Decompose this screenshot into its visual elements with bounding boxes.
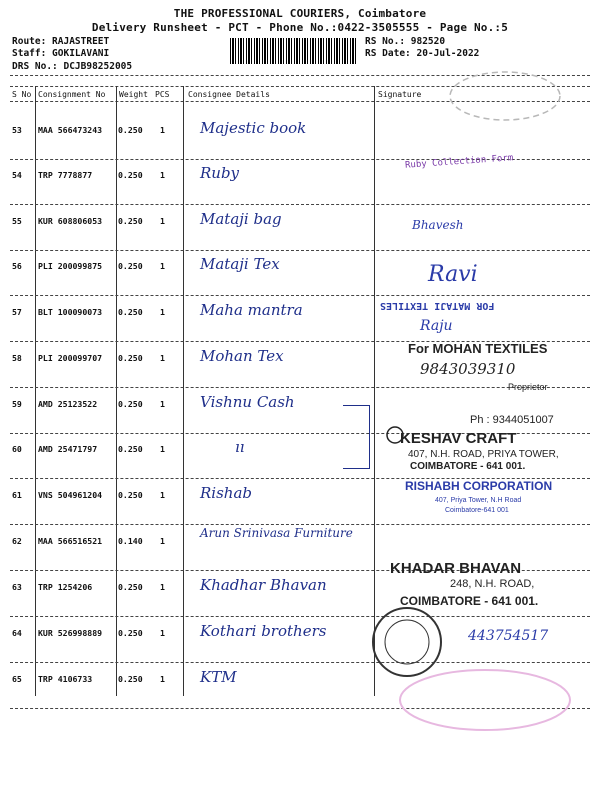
table-row — [0, 206, 600, 252]
row-consignment: TRP 4106733 — [38, 674, 93, 684]
ravi-signature: Ravi — [428, 262, 478, 287]
row-weight: 0.250 — [118, 444, 143, 454]
row-consignment: MAA 566473243 — [38, 125, 103, 135]
rs-date: RS Date: 20-Jul-2022 — [365, 48, 480, 59]
row-sno: 54 — [12, 170, 22, 180]
row-consignee: Arun Srinivasa Furniture — [200, 526, 353, 540]
col-sno: S No — [12, 90, 32, 99]
divider — [10, 295, 590, 296]
row-sno: 53 — [12, 125, 22, 135]
table-row — [0, 251, 600, 297]
divider — [10, 524, 590, 525]
row-sno: 61 — [12, 490, 22, 500]
faint-stamp-top — [445, 66, 565, 126]
row-consignment: BLT 100090073 — [38, 307, 103, 317]
bracket-mark — [343, 405, 370, 469]
col-consignment: Consignment No — [38, 90, 106, 99]
company-title: THE PROFESSIONAL COURIERS, Coimbatore — [173, 7, 427, 20]
table-row — [0, 389, 600, 435]
row-sno: 55 — [12, 216, 22, 226]
table-row — [0, 160, 600, 206]
row-sno: 58 — [12, 353, 22, 363]
row-consignee: Mohan Tex — [200, 347, 284, 365]
row-weight: 0.250 — [118, 490, 143, 500]
row-consignee: Khadhar Bhavan — [200, 576, 327, 594]
row-weight: 0.250 — [118, 125, 143, 135]
keshav-stamp-name: KESHAV CRAFT — [400, 430, 517, 447]
rishabh-city: Coimbatore-641 001 — [445, 507, 509, 514]
divider — [10, 204, 590, 205]
mohan-stamp: For MOHAN TEXTILES — [408, 341, 548, 356]
row-pcs: 1 — [160, 536, 165, 546]
row-weight: 0.250 — [118, 674, 143, 684]
row-consignment: TRP 1254206 — [38, 582, 93, 592]
runsheet-subtitle: Delivery Runsheet - PCT - Phone No.:0422-3505555 - Page No.:5 — [91, 21, 509, 34]
row-consignee: KTM — [200, 668, 237, 686]
row-pcs: 1 — [160, 216, 165, 226]
row-consignee: Rishab — [200, 484, 252, 502]
col-consignee: Consignee Details — [188, 90, 270, 99]
row-pcs: 1 — [160, 628, 165, 638]
row-pcs: 1 — [160, 490, 165, 500]
row-pcs: 1 — [160, 399, 165, 409]
rishabh-address: 407, Priya Tower, N.H Road — [435, 497, 522, 504]
row-consignment: AMD 25471797 — [38, 444, 98, 454]
row-weight: 0.250 — [118, 170, 143, 180]
khadar-stamp-name: KHADAR BHAVAN — [390, 560, 522, 577]
row-pcs: 1 — [160, 353, 165, 363]
keshav-mark-icon — [385, 425, 405, 445]
row-sno: 64 — [12, 628, 22, 638]
row-weight: 0.250 — [118, 399, 143, 409]
barcode-image — [230, 38, 358, 64]
row-consignee: Ruby — [200, 164, 240, 182]
ruby-stamp: Ruby Collection Form — [404, 153, 514, 171]
row-pcs: 1 — [160, 444, 165, 454]
col-weight: Weight — [119, 90, 148, 99]
drs-number: DRS No.: DCJB98252005 — [12, 61, 133, 72]
row-weight: 0.140 — [118, 536, 143, 546]
khadar-address: 248, N.H. ROAD, — [450, 578, 535, 590]
row-sno: 62 — [12, 536, 22, 546]
col-signature: Signature — [378, 90, 422, 99]
row-consignment: KUR 526998889 — [38, 628, 103, 638]
row-pcs: 1 — [160, 582, 165, 592]
proprietor-label: Proprietor — [508, 382, 548, 392]
row-weight: 0.250 — [118, 216, 143, 226]
bhavesh-signature: Bhavesh — [412, 218, 464, 232]
row-consignee: Majestic book — [200, 119, 307, 137]
row-pcs: 1 — [160, 674, 165, 684]
row-consignment: AMD 25123522 — [38, 399, 98, 409]
divider — [10, 387, 590, 388]
row-pcs: 1 — [160, 307, 165, 317]
mohan-phone: 9843039310 — [420, 360, 516, 378]
col-pcs: PCS — [155, 90, 170, 99]
keshav-phone: Ph : 9344051007 — [470, 414, 554, 426]
row-consignee: ıı — [235, 438, 245, 456]
row-consignee: Vishnu Cash — [200, 393, 295, 411]
keshav-city: COIMBATORE - 641 001. — [410, 461, 526, 472]
row-consignee: Kothari brothers — [200, 622, 327, 640]
row-weight: 0.250 — [118, 628, 143, 638]
divider — [10, 616, 590, 617]
row-weight: 0.250 — [118, 582, 143, 592]
row-sno: 56 — [12, 261, 22, 271]
row-consignee: Maha mantra — [200, 301, 303, 319]
row-consignee: Mataji bag — [200, 210, 282, 228]
row-sno: 63 — [12, 582, 22, 592]
row-weight: 0.250 — [118, 353, 143, 363]
table-row — [0, 297, 600, 343]
row-sno: 59 — [12, 399, 22, 409]
row-consignment: MAA 566516521 — [38, 536, 103, 546]
mataji-stamp: FOR MATAJI TEXTILES — [380, 300, 495, 311]
row-sno: 57 — [12, 307, 22, 317]
rishabh-stamp-name: RISHABH CORPORATION — [405, 479, 553, 493]
row-sno: 60 — [12, 444, 22, 454]
keshav-address: 407, N.H. ROAD, PRIYA TOWER, — [408, 449, 559, 460]
row-weight: 0.250 — [118, 261, 143, 271]
row-consignment: VNS 504961204 — [38, 490, 103, 500]
row-consignee: Mataji Tex — [200, 255, 280, 273]
route-label: Route: RAJASTREET — [12, 36, 110, 47]
khadar-city: COIMBATORE - 641 001. — [400, 594, 539, 608]
faint-stamp-bottom — [395, 660, 575, 740]
row-consignment: TRP 7778877 — [38, 170, 93, 180]
raju-signature: Raju — [420, 318, 453, 334]
rs-number: RS No.: 982520 — [365, 36, 446, 47]
row-sno: 65 — [12, 674, 22, 684]
row-consignment: KUR 608806053 — [38, 216, 103, 226]
row-pcs: 1 — [160, 261, 165, 271]
row-weight: 0.250 — [118, 307, 143, 317]
row-consignment: PLI 200099875 — [38, 261, 103, 271]
row-pcs: 1 — [160, 170, 165, 180]
row-pcs: 1 — [160, 125, 165, 135]
row-consignment: PLI 200099707 — [38, 353, 103, 363]
kothari-phone: 443754517 — [468, 628, 549, 644]
staff-label: Staff: GOKILAVANI — [12, 48, 110, 59]
